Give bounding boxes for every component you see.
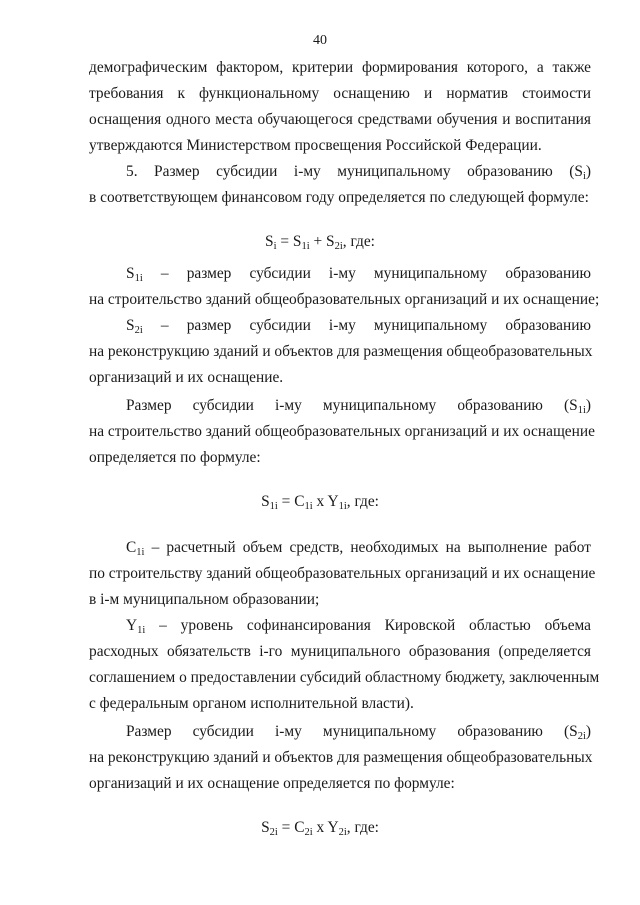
paragraph-line: с федеральным органом исполнительной власти). bbox=[89, 695, 414, 712]
formula-symbol: C bbox=[294, 493, 305, 510]
subscript: i bbox=[273, 241, 277, 252]
paragraph-line: соглашением о предоставлении субсидий областному бюджету, заключенным bbox=[89, 669, 600, 686]
definition-s1i bbox=[126, 264, 591, 289]
paragraph-line: оснащения одного места обучающегося средствами обучения и воспитания bbox=[89, 111, 591, 128]
paragraph-line bbox=[126, 722, 591, 747]
formula-symbol: Y bbox=[327, 493, 339, 510]
paragraph-line: утверждаются Министерством просвещения Российской Федерации. bbox=[89, 137, 542, 154]
formula-s2i bbox=[0, 818, 640, 843]
definition-s2i bbox=[126, 316, 591, 341]
paragraph-line: на строительство зданий общеобразовательных организаций и их оснащение bbox=[89, 423, 595, 440]
definition-c1i bbox=[126, 538, 591, 563]
text-segment: – уровень софинансирования Кировской областью объема bbox=[145, 617, 591, 634]
subscript: 1i bbox=[577, 405, 586, 416]
subscript: i bbox=[582, 171, 586, 182]
formula-symbol: Y bbox=[327, 819, 339, 836]
formula-symbol: C bbox=[294, 819, 305, 836]
text-segment: ) bbox=[585, 163, 591, 180]
subscript: 1i bbox=[304, 501, 313, 512]
paragraph-line: определяется по формуле: bbox=[89, 449, 261, 466]
paragraph-line: в i-м муниципальном образовании; bbox=[89, 591, 320, 608]
paragraph-line: расходных обязательств i-го муниципального образования (определяется bbox=[89, 643, 591, 660]
formula-s-total bbox=[0, 232, 640, 257]
formula-symbol: S bbox=[261, 493, 270, 510]
formula-text: , где: bbox=[342, 233, 375, 250]
formula-symbol: S bbox=[126, 265, 135, 282]
paragraph-line: демографическим фактором, критерии формирования которого, а также bbox=[89, 59, 591, 76]
formula-operator: = bbox=[276, 233, 293, 250]
formula-operator: x bbox=[312, 819, 328, 836]
paragraph-line: на строительство зданий общеобразовательных организаций и их оснащение; bbox=[89, 291, 600, 308]
text-segment: Размер субсидии i-му муниципальному образованию (S bbox=[126, 723, 578, 740]
subscript: 1i bbox=[136, 547, 145, 558]
formula-symbol: S bbox=[126, 317, 135, 334]
formula-symbol: S bbox=[261, 819, 270, 836]
formula-symbol: Y bbox=[126, 617, 138, 634]
text-segment: – расчетный объем средств, необходимых на выполнение работ bbox=[144, 539, 591, 556]
text-segment: – размер субсидии i-му муниципальному образованию bbox=[142, 317, 591, 334]
paragraph-line: требования к функциональному оснащению и норматив стоимости bbox=[89, 85, 591, 102]
formula-operator: = bbox=[277, 493, 295, 510]
text-segment: – размер субсидии i-му муниципальному образованию bbox=[142, 265, 591, 282]
subscript: 1i bbox=[137, 625, 146, 636]
page-number: 40 bbox=[313, 33, 327, 48]
subscript: 2i bbox=[338, 827, 347, 838]
subscript: 1i bbox=[338, 501, 347, 512]
paragraph-line: организаций и их оснащение определяется по формуле: bbox=[89, 775, 455, 792]
formula-s1i bbox=[0, 492, 640, 517]
paragraph-line: организаций и их оснащение. bbox=[89, 369, 284, 386]
subscript: 2i bbox=[134, 325, 143, 336]
formula-symbol: C bbox=[126, 539, 137, 556]
text-segment: ) bbox=[585, 723, 591, 740]
text-segment: ) bbox=[585, 397, 591, 414]
subscript: 2i bbox=[269, 827, 278, 838]
paragraph-line: на реконструкцию зданий и объектов для размещения общеобразовательных bbox=[89, 749, 593, 766]
formula-text: , где: bbox=[346, 493, 379, 510]
formula-symbol: S bbox=[292, 233, 302, 250]
subscript: 2i bbox=[577, 731, 586, 742]
paragraph-line: на реконструкцию зданий и объектов для размещения общеобразовательных bbox=[89, 343, 593, 360]
formula-symbol: S bbox=[326, 233, 335, 250]
paragraph-line: по строительству зданий общеобразовательных организаций и их оснащение bbox=[89, 565, 596, 582]
formula-operator: x bbox=[312, 493, 328, 510]
subscript: 2i bbox=[304, 827, 313, 838]
paragraph-line: в соответствующем финансовом году определяется по следующей формуле: bbox=[89, 189, 589, 206]
paragraph-line bbox=[126, 396, 591, 421]
subscript: 1i bbox=[134, 273, 143, 284]
definition-y1i bbox=[126, 616, 591, 641]
formula-symbol: S bbox=[265, 233, 274, 250]
subscript: 1i bbox=[269, 501, 278, 512]
text-segment: Размер субсидии i-му муниципальному образованию (S bbox=[126, 397, 578, 414]
paragraph-line bbox=[126, 162, 591, 187]
text-segment: 5. Размер субсидии i-му муниципальному образованию (S bbox=[126, 163, 583, 180]
subscript: 2i bbox=[334, 241, 343, 252]
subscript: 1i bbox=[301, 241, 310, 252]
formula-text: , где: bbox=[346, 819, 379, 836]
formula-operator: = bbox=[277, 819, 295, 836]
formula-operator: + bbox=[309, 233, 327, 250]
